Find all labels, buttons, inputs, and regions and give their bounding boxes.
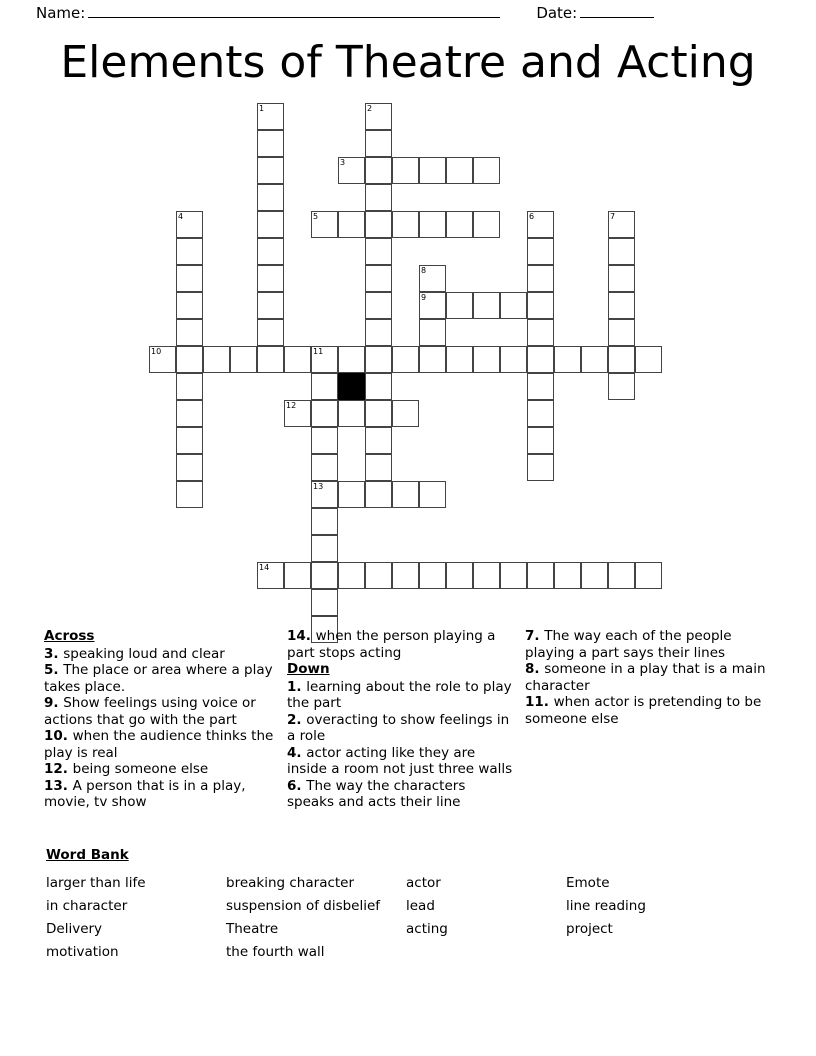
grid-cell[interactable] [311,508,338,535]
clue-across-13 [44,778,277,811]
grid-cell[interactable] [338,211,365,238]
word-bank-section [46,844,786,964]
grid-cell[interactable] [365,427,392,454]
grid-cell[interactable] [338,481,365,508]
clue-down-4 [287,745,515,778]
grid-cell[interactable] [365,292,392,319]
grid-cell[interactable] [284,400,311,427]
word-bank-item[interactable]: suspension of disbelief [226,898,381,914]
grid-clue-number: 9 [421,293,427,302]
grid-cell[interactable] [608,373,635,400]
word-bank-empty [406,941,566,964]
grid-cell[interactable] [257,211,284,238]
grid-cell[interactable] [365,562,392,589]
grid-cell[interactable] [446,211,473,238]
clue-column-2 [287,628,525,811]
grid-cell[interactable] [257,157,284,184]
word-bank-item[interactable]: breaking character [226,875,355,891]
grid-cell[interactable] [554,346,581,373]
grid-cell[interactable] [176,400,203,427]
name-label: Name: [36,4,86,22]
grid-cell[interactable] [257,292,284,319]
grid-cell[interactable] [257,130,284,157]
clue-number: 6. [287,777,307,794]
word-bank-item[interactable]: larger than life [46,875,146,891]
grid-cell[interactable] [176,373,203,400]
grid-clue-number: 3 [340,158,346,167]
grid-cell[interactable] [311,562,338,589]
grid-cell[interactable] [257,346,284,373]
clue-down-1 [287,679,515,712]
clue-text: when the audience thinks the play is real [44,728,274,761]
grid-cell[interactable] [608,265,635,292]
clue-number: 11. [525,694,554,710]
grid-cell[interactable] [284,346,311,373]
grid-clue-number: 2 [367,104,373,113]
grid-cell[interactable] [365,130,392,157]
grid-cell[interactable] [527,400,554,427]
grid-cell[interactable] [365,400,392,427]
clue-text: being someone else [72,761,209,777]
grid-cell[interactable] [527,427,554,454]
clue-number: 14. [287,628,316,644]
grid-cell[interactable] [338,400,365,427]
grid-cell[interactable] [311,400,338,427]
grid-cell[interactable] [230,346,257,373]
grid-cell[interactable] [392,562,419,589]
clue-text: A person that is in a play, movie, tv show [44,777,246,810]
grid-cell[interactable] [419,319,446,346]
grid-cell[interactable] [338,562,365,589]
grid-cell[interactable] [176,346,203,373]
grid-cell-blocked [338,373,365,400]
clue-text: when actor is pretending to be someone else [525,694,762,727]
clue-text: someone in a play that is a main character [525,661,766,694]
word-bank-item[interactable]: actor [406,875,441,891]
grid-cell[interactable] [635,346,662,373]
grid-cell[interactable] [446,346,473,373]
grid-cell[interactable] [419,157,446,184]
grid-clue-number: 4 [178,212,184,221]
page-title: Elements of Theatre and Acting [60,37,756,88]
grid-cell[interactable] [608,346,635,373]
grid-cell[interactable] [365,157,392,184]
grid-cell[interactable] [527,319,554,346]
grid-cell[interactable] [392,346,419,373]
clue-down-2 [287,712,515,745]
grid-clue-number: 1 [259,104,265,113]
grid-cell[interactable] [149,346,176,373]
grid-cell[interactable] [311,346,338,373]
grid-cell[interactable] [284,562,311,589]
grid-cell[interactable] [392,400,419,427]
grid-cell[interactable] [392,481,419,508]
grid-cell[interactable] [365,211,392,238]
grid-cell[interactable] [527,454,554,481]
grid-cell[interactable] [365,346,392,373]
clue-text: overacting to show feelings in a role [287,711,510,744]
clue-text: Show feelings using voice or actions that go with the part [44,695,256,728]
grid-cell[interactable] [311,535,338,562]
grid-cell[interactable] [473,292,500,319]
word-bank-item[interactable]: Emote [566,875,610,891]
grid-clue-number: 10 [151,347,162,356]
grid-cell[interactable] [473,562,500,589]
word-bank-item[interactable]: in character [46,898,128,914]
grid-clue-number: 6 [529,212,535,221]
clue-number: 12. [44,761,73,777]
word-bank-item[interactable]: project [566,921,613,937]
clue-number: 3. [44,645,64,662]
grid-cell[interactable] [257,103,284,130]
grid-clue-number: 12 [286,401,297,410]
word-bank-item[interactable]: acting [406,921,448,937]
grid-cell[interactable] [311,454,338,481]
grid-cell[interactable] [527,346,554,373]
grid-cell[interactable] [473,211,500,238]
grid-cell[interactable] [608,319,635,346]
grid-cell[interactable] [338,346,365,373]
grid-cell[interactable] [608,211,635,238]
word-bank-item[interactable]: the fourth wall [226,944,325,960]
date-label: Date: [536,4,578,22]
clue-number: 9. [44,695,64,711]
grid-cell[interactable] [473,346,500,373]
clue-text: actor acting like they are inside a room not just three walls [287,744,513,777]
clue-down-8 [525,661,774,694]
grid-cell[interactable] [527,373,554,400]
word-bank-item[interactable]: motivation [46,944,119,960]
clue-text: speaking loud and clear [63,645,225,662]
grid-cell[interactable] [365,481,392,508]
word-bank-item[interactable]: Delivery [46,921,103,937]
clue-across-10 [44,728,277,761]
grid-cell[interactable] [581,562,608,589]
grid-cell[interactable] [527,562,554,589]
grid-cell[interactable] [608,238,635,265]
grid-cell[interactable] [176,238,203,265]
grid-cell[interactable] [311,373,338,400]
grid-clue-number: 5 [313,212,319,221]
clue-text: learning about the role to play the part [287,678,512,711]
word-bank-item[interactable]: Theatre [226,921,279,937]
word-bank-heading: Word Bank [46,847,129,863]
grid-cell[interactable] [365,103,392,130]
clue-across-12 [44,761,277,778]
grid-cell[interactable] [176,265,203,292]
grid-clue-number: 8 [421,266,427,275]
clue-down-6 [287,778,515,811]
grid-cell[interactable] [176,454,203,481]
grid-cell[interactable] [176,319,203,346]
grid-cell[interactable] [419,562,446,589]
grid-cell[interactable] [365,265,392,292]
clue-number: 2. [287,711,307,728]
grid-cell[interactable] [311,589,338,616]
grid-cell[interactable] [608,292,635,319]
grid-cell[interactable] [203,346,230,373]
clue-number: 7. [525,628,545,644]
clue-down-11 [525,694,774,727]
grid-cell[interactable] [176,481,203,508]
grid-cell[interactable] [635,562,662,589]
grid-cell[interactable] [581,346,608,373]
grid-cell[interactable] [311,481,338,508]
clue-text: The way each of the people playing a part says their lines [525,628,732,661]
grid-cell[interactable] [365,184,392,211]
grid-cell[interactable] [338,157,365,184]
clue-across-9 [44,695,277,728]
grid-clue-number: 11 [313,347,324,356]
grid-cell[interactable] [554,562,581,589]
grid-clue-number: 13 [313,482,324,491]
grid-cell[interactable] [419,265,446,292]
clue-across-3 [44,646,277,663]
grid-cell[interactable] [257,184,284,211]
grid-cell[interactable] [419,211,446,238]
grid-cell[interactable] [257,319,284,346]
grid-cell[interactable] [257,265,284,292]
across-heading: Across [44,628,95,644]
grid-cell[interactable] [176,292,203,319]
grid-cell[interactable] [365,238,392,265]
word-bank-list [46,872,786,964]
grid-cell[interactable] [608,562,635,589]
word-bank-item[interactable]: line reading [566,898,646,914]
clues-section [44,628,784,811]
clue-text: when the person playing a part stops acting [287,628,496,661]
grid-clue-number: 7 [610,212,616,221]
clue-number: 1. [287,678,307,695]
clue-down-7 [525,628,774,661]
clue-number: 10. [44,728,73,744]
down-heading: Down [287,661,330,677]
grid-cell[interactable] [446,292,473,319]
clue-column-1 [44,628,287,811]
grid-cell[interactable] [365,319,392,346]
grid-cell[interactable] [446,157,473,184]
grid-cell[interactable] [527,265,554,292]
grid-cell[interactable] [257,238,284,265]
grid-cell[interactable] [419,346,446,373]
clue-number: 13. [44,777,73,794]
grid-cell[interactable] [257,562,284,589]
grid-cell[interactable] [311,211,338,238]
grid-cell[interactable] [176,427,203,454]
grid-cell[interactable] [500,292,527,319]
grid-cell[interactable] [365,373,392,400]
grid-cell[interactable] [473,157,500,184]
word-bank-empty [566,941,766,964]
clue-text: The place or area where a play takes place. [44,662,273,695]
grid-cell[interactable] [527,211,554,238]
grid-cell[interactable] [419,481,446,508]
grid-cell[interactable] [500,562,527,589]
clue-number: 5. [44,662,64,678]
grid-cell[interactable] [176,211,203,238]
clue-text: The way the characters speaks and acts their line [287,777,466,810]
grid-cell[interactable] [365,454,392,481]
grid-cell[interactable] [527,292,554,319]
clue-across-5 [44,662,277,695]
grid-cell[interactable] [419,292,446,319]
clue-across-14 [287,628,515,661]
word-bank-item[interactable]: lead [406,898,435,914]
grid-cell[interactable] [527,238,554,265]
grid-cell[interactable] [446,562,473,589]
clue-number: 4. [287,744,307,761]
grid-cell[interactable] [392,211,419,238]
clue-number: 8. [525,661,545,677]
grid-clue-number: 14 [259,563,270,572]
grid-cell[interactable] [311,427,338,454]
grid-cell[interactable] [500,346,527,373]
clue-column-3 [525,628,784,727]
grid-cell[interactable] [392,157,419,184]
